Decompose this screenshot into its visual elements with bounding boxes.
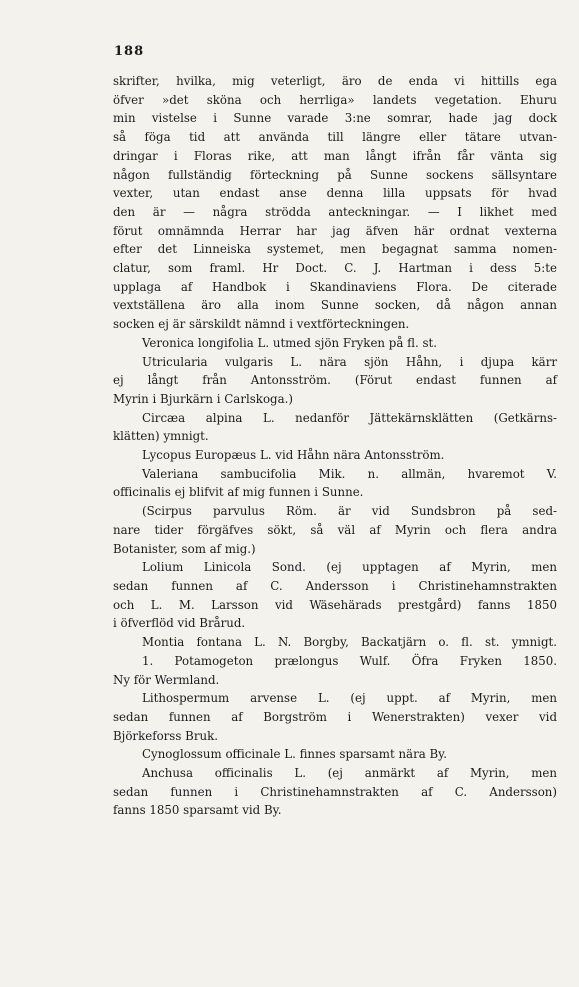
text-line: vextställena äro alla inom Sunne socken, då någon annan — [113, 298, 557, 313]
species-entry: Valeriana sambucifolia Mik. n. allmän, hvaremot V. — [142, 466, 557, 481]
text-line: Myrin i Bjurkärn i Carlskoga.) — [113, 391, 293, 406]
text-line: Björkeforss Bruk. — [113, 728, 218, 743]
text-line: efter det Linneiska systemet, men begagnat samma nomen- — [113, 242, 557, 257]
species-entry: Montia fontana L. N. Borgby, Backatjärn o. fl. st. ymnigt. — [142, 635, 557, 650]
text-line: någon fullständig förteckning på Sunne sockens sällsyntare — [113, 167, 557, 182]
species-entry: (Scirpus parvulus Röm. är vid Sundsbron på sed- — [142, 504, 557, 519]
text-line: sedan funnen i Christinehamnstrakten af C. Andersson) — [113, 784, 557, 799]
text-line: min vistelse i Sunne varade 3:ne somrar, hade jag dock — [113, 111, 557, 126]
species-entry: Utricularia vulgaris L. nära sjön Håhn, i djupa kärr — [142, 354, 557, 369]
species-entry: 1. Potamogeton prælongus Wulf. Öfra Fryken 1850. — [142, 653, 557, 668]
text-line: förut omnämnda Herrar har jag äfven här ordnat vexterna — [113, 223, 557, 238]
text-line: sedan funnen af C. Andersson i Christinehamnstrakten — [113, 578, 557, 593]
text-line: skrifter, hvilka, mig veterligt, äro de enda vi hittills ega — [113, 74, 557, 88]
text-line: öfver »det sköna och herrliga» landets vegetation. Ehuru — [113, 92, 557, 107]
species-entry: Anchusa officinalis L. (ej anmärkt af Myrin, men — [142, 766, 557, 781]
text-line: och L. M. Larsson vid Wäsehärads prestgård) fanns 1850 — [113, 597, 557, 612]
body-text — [113, 72, 557, 820]
text-line: Botanister, som af mig.) — [113, 541, 256, 556]
text-line: den är — några strödda anteckningar. — I likhet med — [113, 204, 557, 219]
species-entry: Veronica longifolia L. utmed sjön Fryken på fl. st. — [142, 335, 438, 350]
page-number: 188 — [114, 44, 145, 59]
text-line: sedan funnen af Borgström i Wenerstrakten) vexer vid — [113, 709, 557, 724]
text-line: fanns 1850 sparsamt vid By. — [113, 803, 282, 818]
species-entry: Lycopus Europæus L. vid Håhn nära Antonsström. — [142, 448, 445, 463]
text-line: officinalis ej blifvit af mig funnen i Sunne. — [113, 485, 364, 500]
text-line: ej långt från Antonsström. (Förut endast funnen af — [113, 373, 557, 388]
text-line: dringar i Floras rike, att man långt ifrån får vänta sig — [113, 148, 557, 163]
text-line: upplaga af Handbok i Skandinaviens Flora. De citerade — [113, 279, 557, 294]
species-entry: Lithospermum arvense L. (ej uppt. af Myrin, men — [142, 691, 557, 706]
text-line: klätten) ymnigt. — [113, 429, 209, 444]
text-line: clatur, som framl. Hr Doct. C. J. Hartman i dess 5:te — [113, 261, 557, 276]
text-line: nare tider förgäfves sökt, så väl af Myrin och flera andra — [113, 522, 557, 537]
text-line: så föga tid att använda till längre eller tätare utvan- — [113, 130, 557, 145]
text-line: Ny för Wermland. — [113, 672, 220, 687]
species-entry: Cynoglossum officinale L. finnes sparsamt nära By. — [142, 747, 448, 762]
species-entry: Circæa alpina L. nedanför Jättekärnsklätten (Getkärns- — [142, 410, 557, 425]
text-line: socken ej är särskildt nämnd i vextförteckningen. — [113, 317, 410, 332]
text-line: i öfverflöd vid Brårud. — [113, 616, 246, 631]
text-line: vexter, utan endast anse denna lilla uppsats för hvad — [113, 186, 557, 201]
species-entry: Lolium Linicola Sond. (ej upptagen af Myrin, men — [142, 560, 557, 575]
